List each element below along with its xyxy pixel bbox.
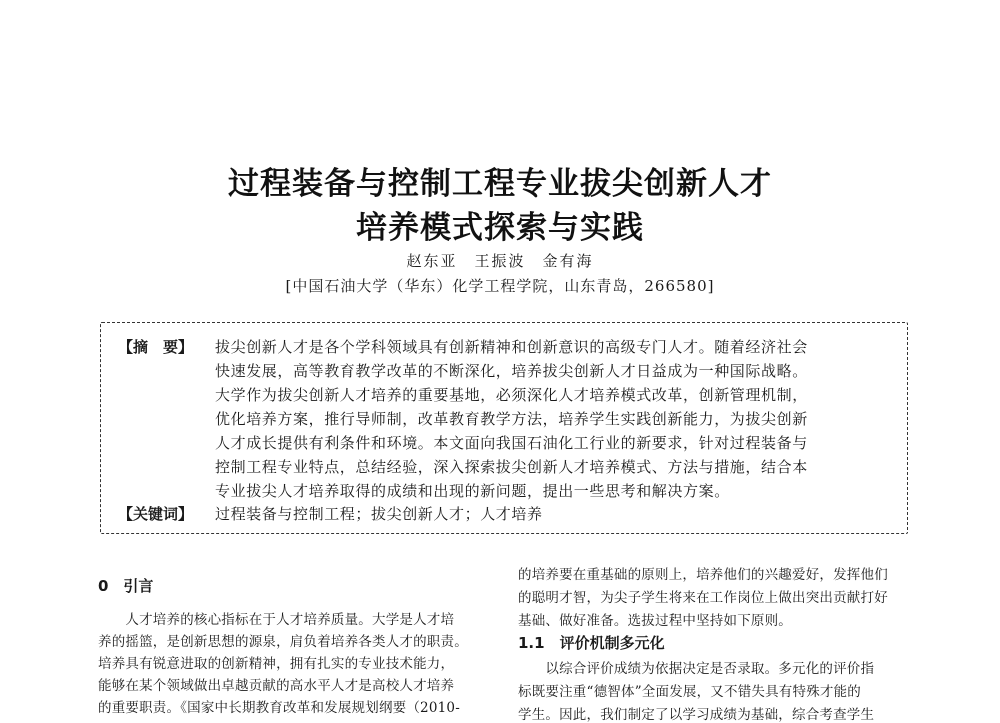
title-line-2: 培养模式探索与实践 <box>356 210 644 246</box>
affiliation: [中国石油大学（华东）化学工程学院，山东青岛，266580] <box>285 277 715 295</box>
body-line: 能够在某个领域做出卓越贡献的高水平人才是高校人才培养 <box>98 678 455 694</box>
abstract-line: 快速发展，高等教育教学改革的不断深化，培养拔尖创新人才日益成为一种国际战略。 <box>215 362 808 380</box>
abstract-line: 优化培养方案，推行导师制，改革教育教学方法，培养学生实践创新能力，为拔尖创新 <box>215 410 808 428</box>
body-line: 以综合评价成绩为依据决定是否录取。多元化的评价指 <box>518 661 875 677</box>
authors: 赵东亚 王振波 金有海 <box>406 252 594 270</box>
body-line: 基础、做好准备。选拔过程中坚持如下原则。 <box>518 613 792 629</box>
title-line-1: 过程装备与控制工程专业拔尖创新人才 <box>228 166 772 202</box>
section-heading: 0 引言 <box>98 577 154 595</box>
body-line: 养的摇篮，是创新思想的源泉，肩负着培养各类人才的职责。 <box>98 634 468 650</box>
body-line: 的培养要在重基础的原则上，培养他们的兴趣爱好，发挥他们 <box>518 567 888 583</box>
keywords-label: 【关键词】 <box>118 505 194 523</box>
body-line: 的重要职责。《国家中长期教育改革和发展规划纲要（2010- <box>98 700 460 716</box>
abstract-line: 控制工程专业特点，总结经验，深入探索拔尖创新人才培养模式、方法与措施，结合本 <box>215 458 808 476</box>
subsection-heading: 1.1 评价机制多元化 <box>518 634 665 652</box>
body-line: 学生。因此，我们制定了以学习成绩为基础，综合考查学生 <box>518 707 875 723</box>
abstract-line: 专业拔尖人才培养取得的成绩和出现的新问题，提出一些思考和解决方案。 <box>215 482 730 500</box>
abstract-line: 人才成长提供有利条件和环境。本文面向我国石油化工行业的新要求，针对过程装备与 <box>215 434 808 452</box>
abstract-line: 拔尖创新人才是各个学科领域具有创新精神和创新意识的高级专门人才。随着经济社会 <box>215 338 808 356</box>
body-line: 人才培养的核心指标在于人才培养质量。大学是人才培 <box>98 612 455 628</box>
abstract-label: 【摘 要】 <box>118 338 194 356</box>
body-line: 标既要注重“德智体”全面发展，又不错失具有特殊才能的 <box>518 684 862 700</box>
body-line: 培养具有锐意进取的创新精神，拥有扎实的专业技术能力， <box>98 656 455 672</box>
body-line: 的聪明才智，为尖子学生将来在工作岗位上做出突出贡献打好 <box>518 590 888 606</box>
abstract-line: 大学作为拔尖创新人才培养的重要基地，必须深化人才培养模式改革，创新管理机制， <box>215 386 808 404</box>
keywords-text: 过程装备与控制工程；拔尖创新人才；人才培养 <box>215 505 543 523</box>
